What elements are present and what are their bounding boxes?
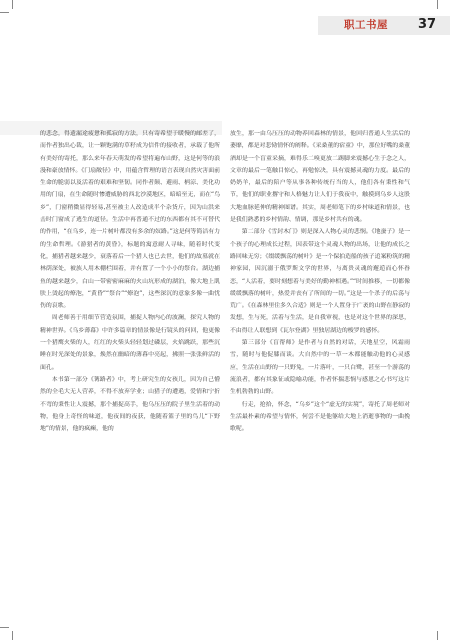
right-column xyxy=(230,128,410,435)
crop-mark-top-right xyxy=(437,0,438,9)
crop-mark-top-left xyxy=(12,0,13,9)
section-title: 职工书屋 xyxy=(344,19,388,31)
page-number: 37 xyxy=(418,17,437,32)
right-paragraph-4: 行走，抢拾，怀念，“乌乡”这个“虚无的实境”，寄托了周老师对生活最朴素的希望与情怀，何尝不是他躯给大地上消逝事物的一曲挽歌呢。 xyxy=(230,401,410,433)
crop-mark-bottom-right xyxy=(437,631,438,640)
left-paragraph-1: 的悲念，得遗漏途疲惫和孤寂的方法，只有寄希望于暖慢的邮差了，而作者独出心裁，让一颗饱满的草籽成为信件的接收者，承载了他所有美好的寄托，那么来年春天萌发的希望将遍布山野，这是何等的浪漫和豪放情怀。《门扇敞径》中，用蕴含哲理的语言表现自然灾害面前生命的脆弱以及活着的艰难和坚韧。同作者颠、避雨、柄涼、美化功用的门扇，在生命随时惨遭威胁的西北沙漠地区，暗暗至无，而在“鸟乡”，门窗稍微显得轻易,甚至被主人改造成半个杂货斤，因为山洪来击时门窗成了逃生的道径。生活中再普通不过的东西都有其不可替代的作用，“在乌乡，连一片树叶都没有多余的奴路。”这是何等简洁有力的生命哲理。《游猎者的黄昏》，标题的寓意耐人寻味，随着时代变化，捕猎者越来越少，衰落着后一个猎人也已去世，他们的故墓就在林荫深处，被族人用木棚栏围着，并有置了一个小小的祭台。湖边捕鱼的越来越少，白山一带密密麻麻的火山坑形成的湖泊，像大地上肌肤上烫起的燎泡，“黄昏”“祭台”“燎泡”，这些深沉的意象多像一曲忧伤的哀歌。 xyxy=(40,131,220,310)
right-paragraph-1: 放生，那一由乌压压的动物养回森林的情景，他回归普通人生活后的萎靡，都是对悲恸情怀的阐释。《采桑董的宿童》中，那位好嘴的桑董酒却是一个盲童采摘，难得乐二嗅更放二踢脚来震撼心生于念之人，文章的最后一笔触目惊心，再勉惊决，具有震撼灵魂的力度。最后的奶奶羊，最后的陪户等从事各种传统行当的人，他们各有秉性和气节，他们的职业撂守和人格魅力让人们于我夜中，触摸到乌乡人这股大地血脉延伸的精神图谱。其实，周老师笔下的乡村味道和情景，也是我们熟悉的乡村情韵、情调，那是乡村共有的魂。 xyxy=(230,131,410,224)
left-paragraph-2: 周老师善于用细节营造氛围，捕捉人物内心的波澜，探究人物的精神世界。《乌乡薄幕》中许多篇章的情景像是行镜头的问回，他更像一个猎鹰火柴的人，红红的火柴头轻轻划过磷层，火焰跳跃，那些沉睡在时光深处的景象，焕然在幽暗的薄暮中亮起，拂照一张张鲜活的面孔。 xyxy=(40,315,220,371)
crop-mark-left-bottom xyxy=(0,627,9,628)
crop-mark-left-top xyxy=(0,12,9,13)
left-column xyxy=(40,128,220,435)
right-paragraph-2: 第二部分《雪封木门》则是深入人物心灵的悲悯。《地蚕子》是一个孩子的心理成长过程，因表带这个灵魂人物的出场，让他的成长之路回味无穷；《缀缓飘荡的树叶》是一个保拍造船的孩子追案粉筑的精神家园，因沉溺于俄罗斯文学的世界，与离贵灵魂的邂逅而心怀眷恋，“人活着，要时刻想着与美好的勤神相遇。”“时间推移，一切都像缓缓飘落的树叶，热爱并丧有了所间的一切。”这是一个杀子的后荡与荒广。《在森林里住多久合适》则是一个人置身于广袤的山野在静寂的发想，生与死，活着与生活，是自我审视，也是对这个世界的深思，不由得让人联想到《瓦尔登湖》里独居湖边的梭罗的感怀。 xyxy=(230,229,410,334)
right-paragraph-3: 第三部分《盲帮师》是作者与自然的对话，天地星空，风霜雨雪，随时与他促膝而谈。大自然中的一草一木都能触动他的心灵感应，生活在山野的一只野兔，一片落叶，一只白鹭，甚至一个游荡的流浪者，都有其象征或隐喻功能，作者怀揣悲悯与感恩之心书写这片生机勃勃的山野。 xyxy=(230,340,410,396)
crop-mark-bottom-left xyxy=(12,631,13,640)
left-paragraph-3: 本书第一部分《篝路者》中，考上研究生的女孩儿，因为自己懵然的全毛大无人营养，不得不放弃学业；山猎子的遭遇，爱情和宁折不弯的秉性让人震撼，那个捕捉高手，他乌压压的院子里生活着的动物，他身上奇怪的味道，他夜间的夜获，他随着篮子里的鸟儿“下野地”的情景，他的疯癫，他的 xyxy=(40,376,220,433)
